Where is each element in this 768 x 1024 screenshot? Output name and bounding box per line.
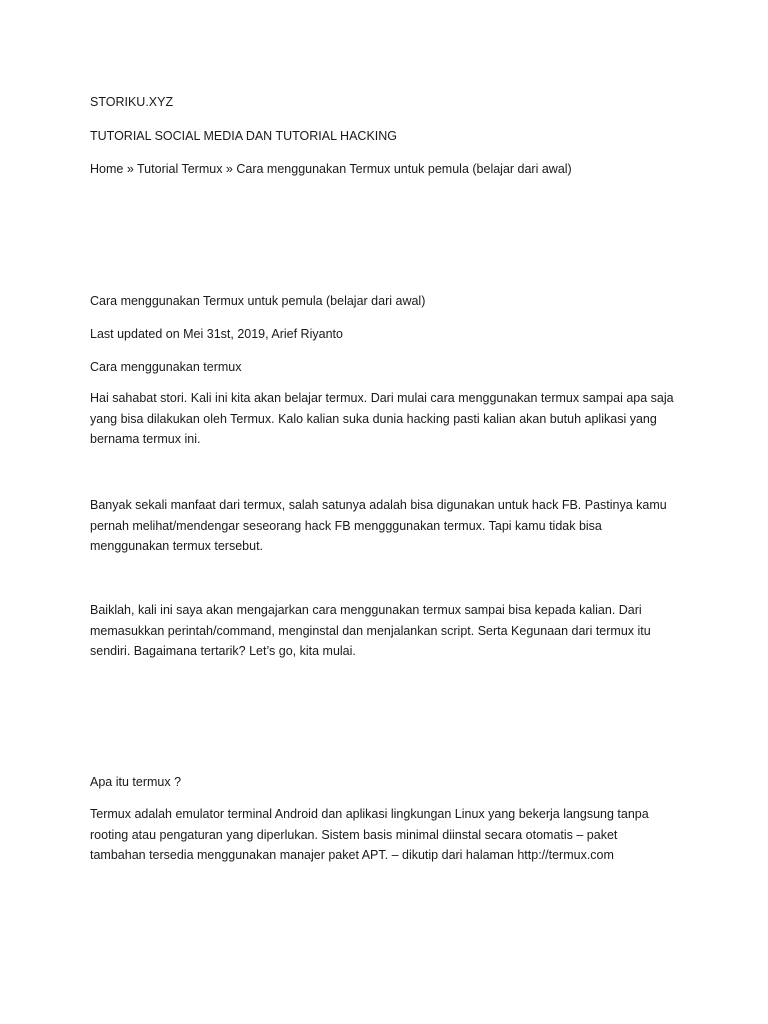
paragraph-line: Hai sahabat stori. Kali ini kita akan belajar termux. Dari mulai cara menggunakan termux sampai apa saja [90,391,674,405]
paragraph-line: Baiklah, kali ini saya akan mengajarkan cara menggunakan termux sampai bisa kepada kalian. Dari [90,603,642,617]
site-name: STORIKU.XYZ [90,95,174,109]
paragraph-line: pernah melihat/mendengar seseorang hack FB mengggunakan termux. Tapi kamu tidak bisa [90,518,602,533]
paragraph-line: Termux adalah emulator terminal Android dan aplikasi lingkungan Linux yang bekerja langsung tanpa [90,807,649,821]
article-subtitle: Cara menggunakan termux [90,360,242,374]
paragraph-what-is-termux [90,804,680,866]
paragraph-line: yang bisa dilakukan oleh Termux. Kalo kalian suka dunia hacking pasti kalian akan butuh aplikasi yang [90,411,657,426]
site-tagline: TUTORIAL SOCIAL MEDIA DAN TUTORIAL HACKING [90,129,398,143]
paragraph-intro [90,388,680,450]
paragraph-line: menggunakan termux tersebut. [90,539,264,553]
section-heading: Apa itu termux ? [90,775,182,789]
paragraph-line: rooting atau pengaturan yang diperlukan. Sistem basis minimal diinstal secara otomatis – paket [90,827,618,842]
breadcrumb: Home » Tutorial Termux » Cara menggunakan Termux untuk pemula (belajar dari awal) [90,162,572,176]
paragraph-line: memasukkan perintah/command, menginstal dan menjalankan script. Serta Kegunaan dari termux itu [90,623,651,638]
paragraph-line: Banyak sekali manfaat dari termux, salah satunya adalah bisa digunakan untuk hack FB. Pastinya kamu [90,498,667,512]
article-title: Cara menggunakan Termux untuk pemula (belajar dari awal) [90,294,426,308]
paragraph-benefits [90,495,680,557]
paragraph-line: sendiri. Bagaimana tertarik? Let’s go, kita mulai. [90,644,356,658]
paragraph-plan [90,600,680,662]
paragraph-line: bernama termux ini. [90,432,201,446]
paragraph-line: tambahan tersedia menggunakan manajer paket APT. – dikutip dari halaman http://termux.com [90,848,614,862]
article-meta: Last updated on Mei 31st, 2019, Arief Riyanto [90,327,343,341]
